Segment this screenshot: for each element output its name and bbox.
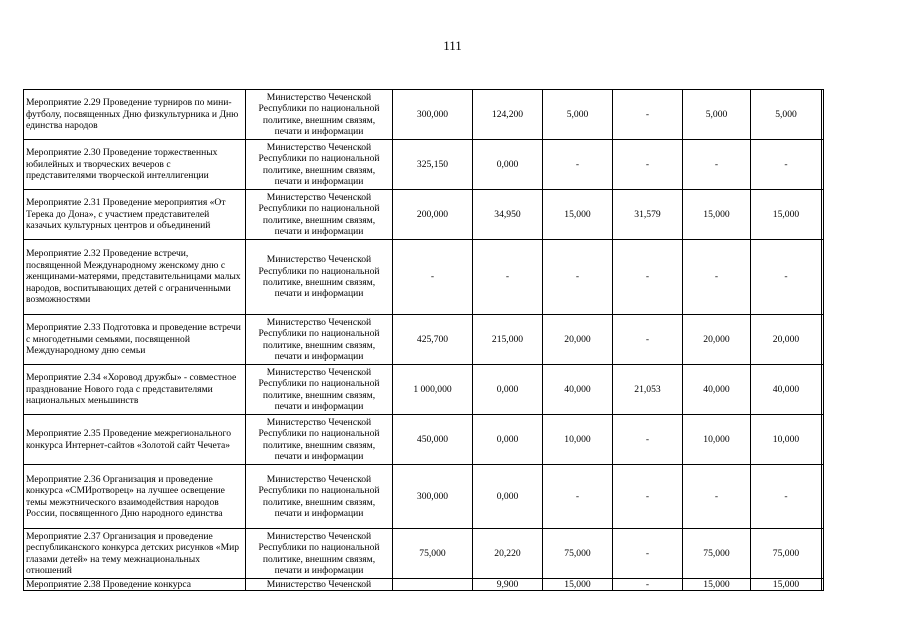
event-cell: Мероприятие 2.34 «Хоровод дружбы» - совместное празднование Нового года с представителями национальных меньшинств [24, 365, 246, 415]
ministry-cell: Министерство Чеченской Республики по национальной политике, внешним связям, печати и информации [246, 315, 393, 365]
value-cell-3: 15,000 [543, 579, 613, 591]
value-cell-5: 10,000 [683, 415, 751, 465]
value-cell-5: - [683, 240, 751, 315]
value-cell-7 [822, 365, 824, 415]
value-cell-4: - [613, 90, 683, 140]
value-cell-7 [822, 240, 824, 315]
table-row [24, 365, 824, 415]
value-cell-7 [822, 579, 824, 591]
value-cell-5: 20,000 [683, 315, 751, 365]
event-cell: Мероприятие 2.33 Подготовка и проведение встречи с многодетными семьями, посвященной Международному дню семьи [24, 315, 246, 365]
value-cell-6: 75,000 [751, 529, 822, 579]
value-cell-4: 31,579 [613, 190, 683, 240]
table-row [24, 315, 824, 365]
value-cell-5: 15,000 [683, 579, 751, 591]
value-cell-3: 20,000 [543, 315, 613, 365]
value-cell-7 [822, 315, 824, 365]
value-cell-1: 300,000 [393, 465, 473, 529]
ministry-cell: Министерство Чеченской Республики по национальной политике, внешним связям, печати и информации [246, 529, 393, 579]
table-row [24, 90, 824, 140]
value-cell-4: - [613, 315, 683, 365]
table-row [24, 415, 824, 465]
program-events-table [23, 89, 824, 591]
event-cell: Мероприятие 2.30 Проведение торжественных юбилейных и творческих вечеров с представителями творческой интеллигенции [24, 140, 246, 190]
event-cell: Мероприятие 2.36 Организация и проведение конкурса «СМИротворец» на лучшее освещение темы межэтнического взаимодействия народов России, посвященного Дню народного единства [24, 465, 246, 529]
value-cell-4: 21,053 [613, 365, 683, 415]
value-cell-6: 10,000 [751, 415, 822, 465]
value-cell-3: 10,000 [543, 415, 613, 465]
event-cell: Мероприятие 2.38 Проведение конкурса [24, 579, 246, 591]
value-cell-6: 40,000 [751, 365, 822, 415]
value-cell-5: 15,000 [683, 190, 751, 240]
value-cell-4: - [613, 140, 683, 190]
value-cell-6: - [751, 140, 822, 190]
value-cell-6: 15,000 [751, 579, 822, 591]
ministry-cell: Министерство Чеченской Республики по национальной политике, внешним связям, печати и информации [246, 240, 393, 315]
value-cell-7 [822, 190, 824, 240]
value-cell-7 [822, 90, 824, 140]
value-cell-3: 75,000 [543, 529, 613, 579]
event-cell: Мероприятие 2.35 Проведение межрегионального конкурса Интернет-сайтов «Золотой сайт Чечета» [24, 415, 246, 465]
value-cell-2: 215,000 [473, 315, 543, 365]
value-cell-7 [822, 465, 824, 529]
value-cell-3: - [543, 140, 613, 190]
value-cell-7 [822, 529, 824, 579]
value-cell-1: 325,150 [393, 140, 473, 190]
value-cell-5: - [683, 465, 751, 529]
value-cell-1: 450,000 [393, 415, 473, 465]
value-cell-3: 15,000 [543, 190, 613, 240]
ministry-cell: Министерство Чеченской Республики по национальной политике, внешним связям, печати и информации [246, 415, 393, 465]
value-cell-6: 15,000 [751, 190, 822, 240]
value-cell-3: - [543, 465, 613, 529]
value-cell-4: - [613, 579, 683, 591]
ministry-cell: Министерство Чеченской [246, 579, 393, 591]
value-cell-5: 75,000 [683, 529, 751, 579]
event-cell: Мероприятие 2.31 Проведение мероприятия «От Терека до Дона», с участием представителей казачьих культурных центров и объединений [24, 190, 246, 240]
value-cell-2: 0,000 [473, 415, 543, 465]
value-cell-2: 0,000 [473, 465, 543, 529]
table-row [24, 190, 824, 240]
ministry-cell: Министерство Чеченской Республики по национальной политике, внешним связям, печати и информации [246, 140, 393, 190]
value-cell-2: 34,950 [473, 190, 543, 240]
value-cell-1: 300,000 [393, 90, 473, 140]
value-cell-5: - [683, 140, 751, 190]
value-cell-6: 20,000 [751, 315, 822, 365]
ministry-cell: Министерство Чеченской Республики по национальной политике, внешним связям, печати и информации [246, 465, 393, 529]
ministry-cell: Министерство Чеченской Республики по национальной политике, внешним связям, печати и информации [246, 90, 393, 140]
table-row [24, 579, 824, 591]
value-cell-3: 40,000 [543, 365, 613, 415]
table-row [24, 529, 824, 579]
value-cell-7 [822, 140, 824, 190]
page-number: 111 [443, 38, 462, 53]
value-cell-3: 5,000 [543, 90, 613, 140]
value-cell-6: - [751, 465, 822, 529]
value-cell-1 [393, 579, 473, 591]
value-cell-1: 75,000 [393, 529, 473, 579]
value-cell-4: - [613, 415, 683, 465]
value-cell-1: 1 000,000 [393, 365, 473, 415]
value-cell-1: - [393, 240, 473, 315]
table-row [24, 140, 824, 190]
ministry-cell: Министерство Чеченской Республики по национальной политике, внешним связям, печати и информации [246, 365, 393, 415]
value-cell-1: 425,700 [393, 315, 473, 365]
value-cell-5: 40,000 [683, 365, 751, 415]
table-row [24, 240, 824, 315]
value-cell-2: - [473, 240, 543, 315]
value-cell-2: 0,000 [473, 140, 543, 190]
value-cell-4: - [613, 529, 683, 579]
value-cell-3: - [543, 240, 613, 315]
event-cell: Мероприятие 2.32 Проведение встречи, посвященной Международному женскому дню с женщинами-матерями, представительницами малых народов, воспитывающих детей с ограниченными возможностями [24, 240, 246, 315]
value-cell-4: - [613, 240, 683, 315]
table-row [24, 465, 824, 529]
value-cell-2: 0,000 [473, 365, 543, 415]
value-cell-6: - [751, 240, 822, 315]
event-cell: Мероприятие 2.37 Организация и проведение республиканского конкурса детских рисунков «Мир глазами детей» на тему межнациональных отношений [24, 529, 246, 579]
value-cell-1: 200,000 [393, 190, 473, 240]
value-cell-5: 5,000 [683, 90, 751, 140]
value-cell-6: 5,000 [751, 90, 822, 140]
value-cell-2: 9,900 [473, 579, 543, 591]
value-cell-4: - [613, 465, 683, 529]
value-cell-7 [822, 415, 824, 465]
value-cell-2: 124,200 [473, 90, 543, 140]
value-cell-2: 20,220 [473, 529, 543, 579]
event-cell: Мероприятие 2.29 Проведение турниров по мини-футболу, посвященных Дню физкультурника и Дню единства народов [24, 90, 246, 140]
ministry-cell: Министерство Чеченской Республики по национальной политике, внешним связям, печати и информации [246, 190, 393, 240]
